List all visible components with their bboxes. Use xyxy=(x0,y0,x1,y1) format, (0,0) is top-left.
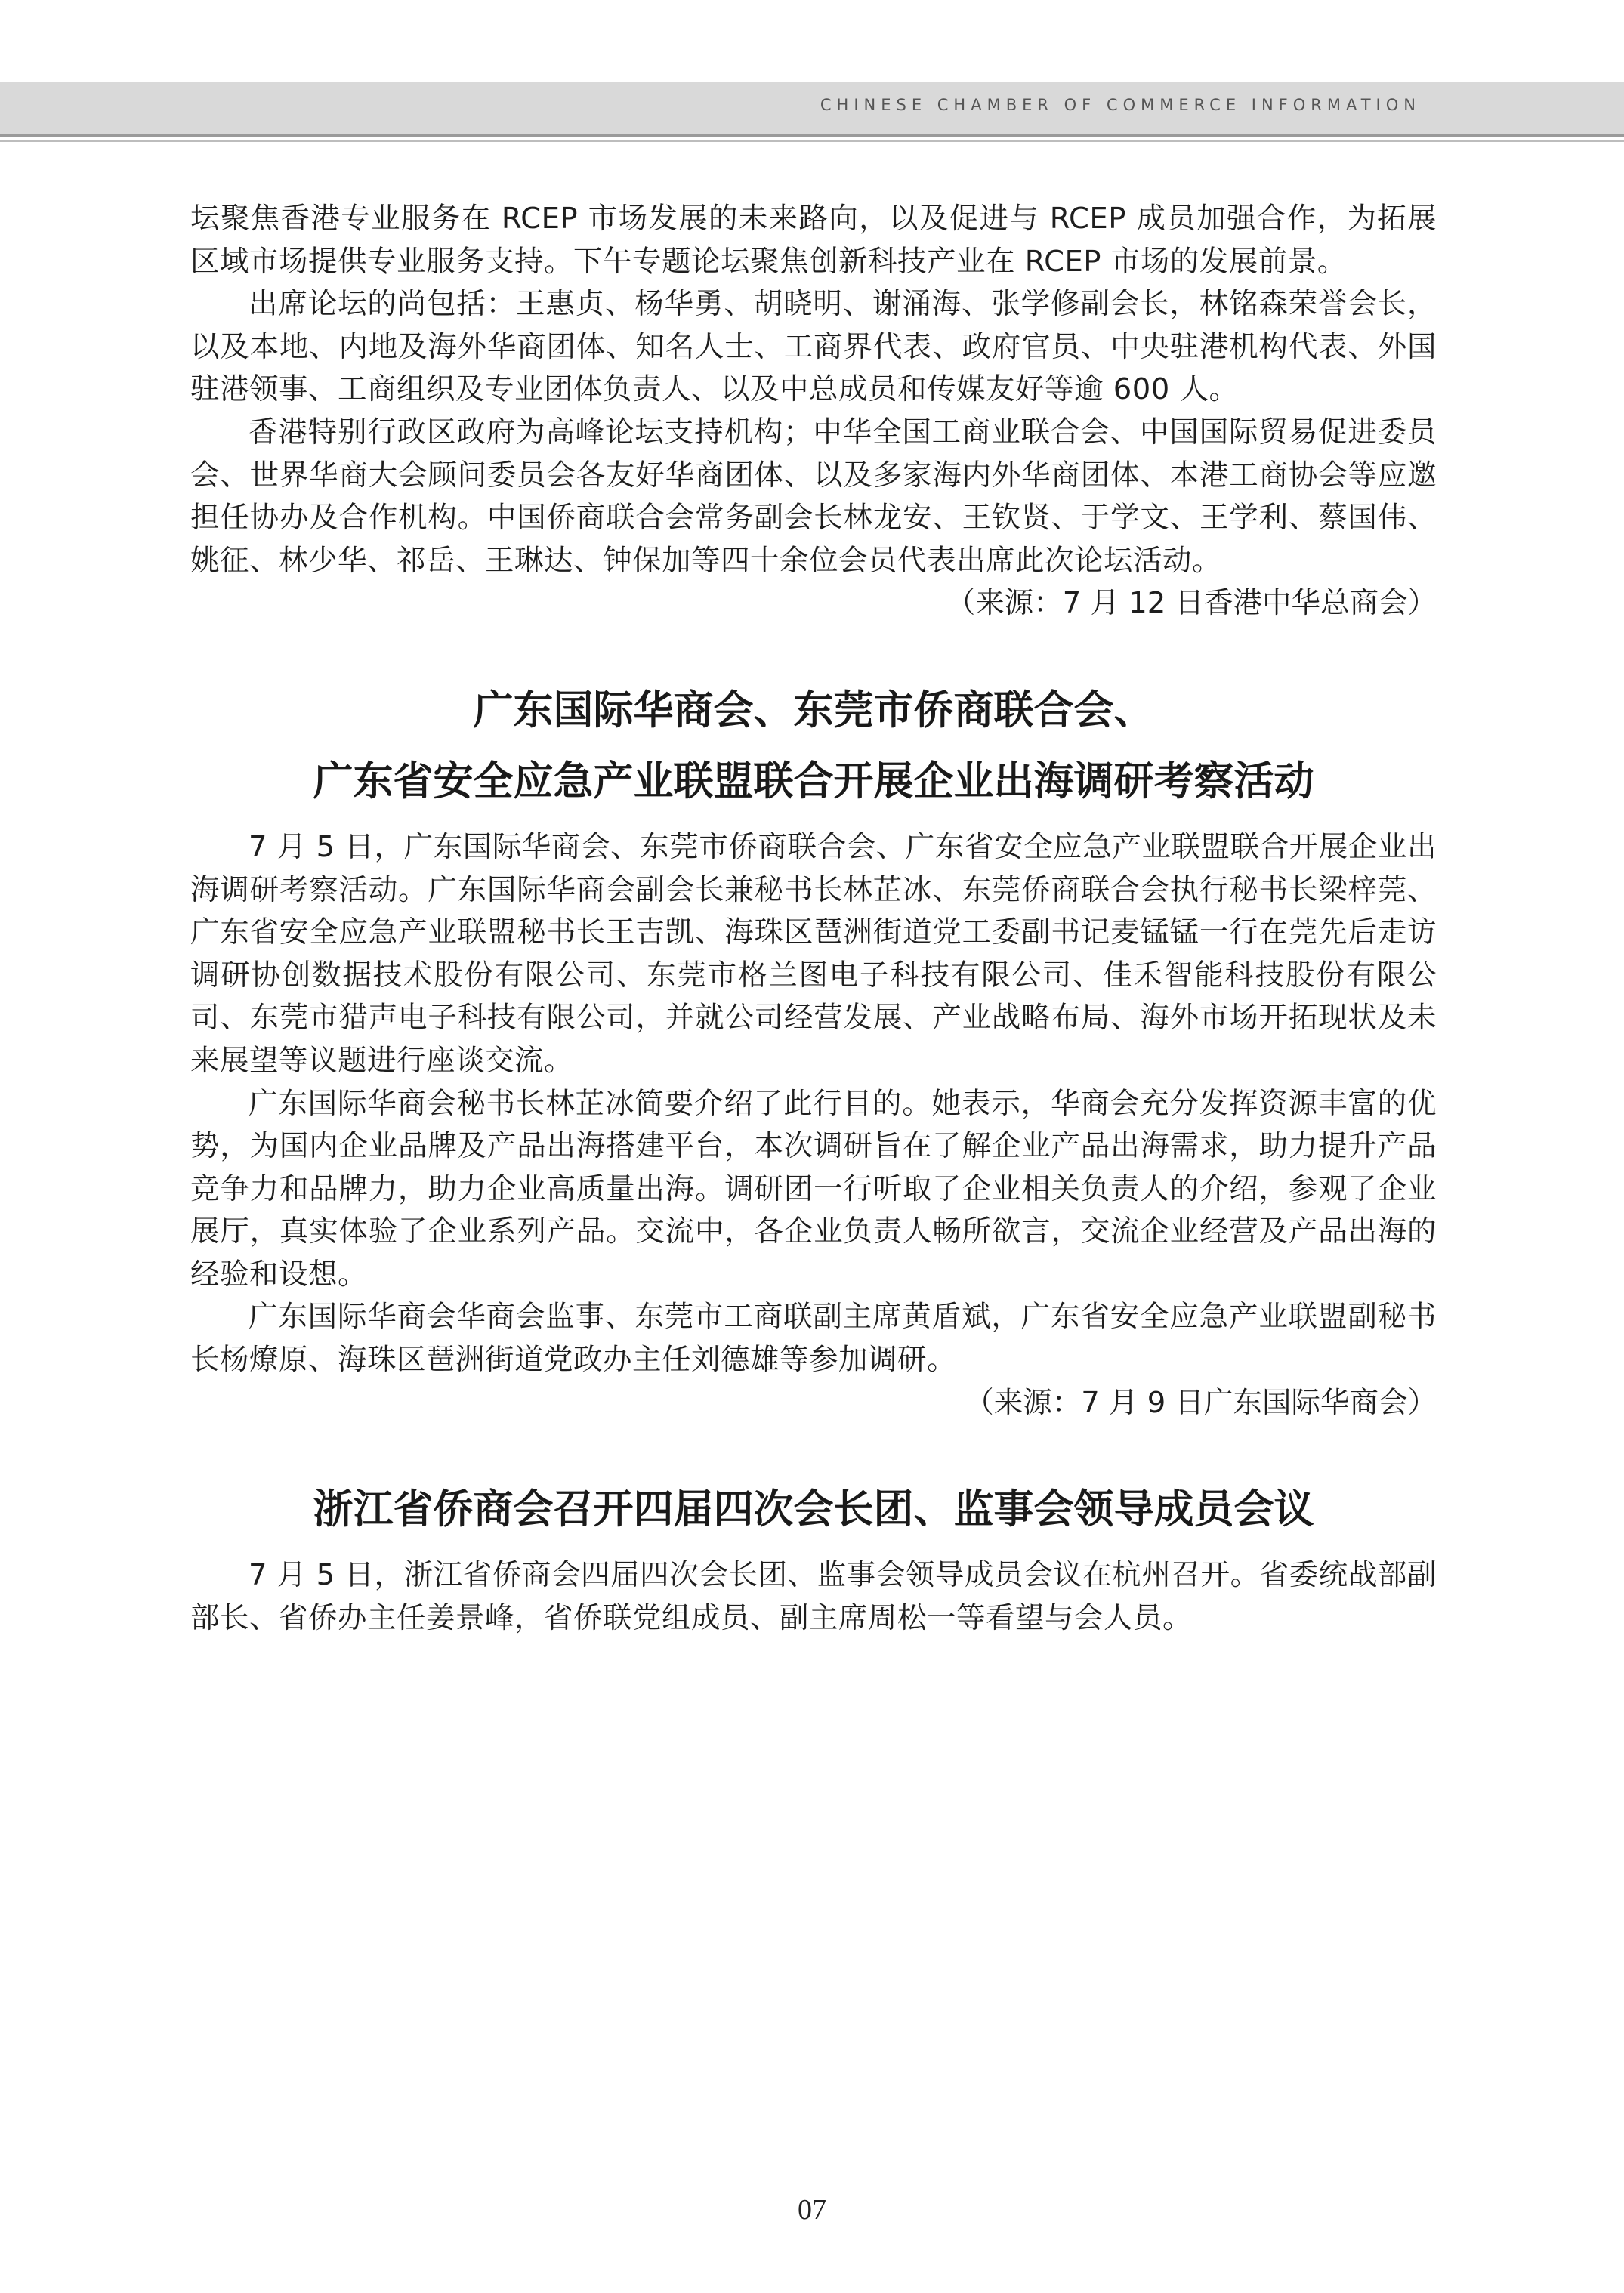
article1-paragraph-3: 香港特别行政区政府为高峰论坛支持机构；中华全国工商业联合会、中国国际贸易促进委员会、世界华商大会顾问委员会各友好华商团体、以及多家海内外华商团体、本港工商协会等应邀担任协办及合作机构。中国侨商联合会常务副会长林龙安、王钦贤、于学文、王学利、蔡国伟、姚征、林少华、祁岳、王琳达、钟保加等四十余位会员代表出席此次论坛活动。 xyxy=(190,415,1437,578)
article2-paragraph-1: 7 月 5 日，广东国际华商会、东莞市侨商联合会、广东省安全应急产业联盟联合开展企业出海调研考察活动。广东国际华商会副会长兼秘书长林芷冰、东莞侨商联合会执行秘书长梁梓莞、广东省安全应急产业联盟秘书长王吉凯、海珠区琶洲街道党工委副书记麦锰锰一行在莞先后走访调研协创数据技术股份有限公司、东莞市格兰图电子科技有限公司、佳禾智能科技股份有限公司、东莞市猎声电子科技有限公司，并就公司经营发展、产业战略布局、海外市场开拓现状及未来展望等议题进行座谈交流。 xyxy=(190,829,1437,1078)
page-number: 07 xyxy=(798,2194,826,2226)
article3-title: 浙江省侨商会召开四届四次会长团、监事会领导成员会议 xyxy=(313,1486,1314,1533)
article2-source: （来源：7 月 9 日广东国际华商会） xyxy=(965,1385,1437,1420)
article1-source: （来源：7 月 12 日香港中华总商会） xyxy=(946,586,1437,621)
article1-paragraph-2: 出席论坛的尚包括：王惠贞、杨华勇、胡晓明、谢涌海、张学修副会长，林铭森荣誉会长，以及本地、内地及海外华商团体、知名人士、工商界代表、政府官员、中央驻港机构代表、外国驻港领事、工商组织及专业团体负责人、以及中总成员和传媒友好等逾 600 人。 xyxy=(190,287,1437,407)
article2-title-line-1: 广东国际华商会、东莞市侨商联合会、 xyxy=(473,687,1154,733)
header-divider-thin xyxy=(0,140,1624,142)
article-guangdong-survey xyxy=(190,675,1437,1424)
article2-paragraph-3: 广东国际华商会华商会监事、东莞市工商联副主席黄盾斌，广东省安全应急产业联盟副秘书长杨燎原、海珠区琶洲街道党政办主任刘德雄等参加调研。 xyxy=(190,1300,1437,1378)
article-hk-forum xyxy=(190,198,1437,625)
page-content xyxy=(190,198,1437,1640)
article3-paragraph-1: 7 月 5 日，浙江省侨商会四届四次会长团、监事会领导成员会议在杭州召开。省委统战部副部长、省侨办主任姜景峰，省侨联党组成员、副主席周松一等看望与会人员。 xyxy=(190,1558,1437,1635)
header-divider xyxy=(0,134,1624,137)
article-zhejiang-meeting xyxy=(190,1474,1437,1640)
header-banner-text: CHINESE CHAMBER OF COMMERCE INFORMATION xyxy=(820,96,1421,114)
article1-paragraph-1: 坛聚焦香港专业服务在 RCEP 市场发展的未来路向，以及促进与 RCEP 成员加强合作，为拓展区域市场提供专业服务支持。下午专题论坛聚焦创新科技产业在 RCEP 市场的发展前景。 xyxy=(190,202,1437,279)
article2-title-line-2: 广东省安全应急产业联盟联合开展企业出海调研考察活动 xyxy=(313,758,1314,804)
article2-paragraph-2: 广东国际华商会秘书长林芷冰简要介绍了此行目的。她表示，华商会充分发挥资源丰富的优势，为国内企业品牌及产品出海搭建平台，本次调研旨在了解企业产品出海需求，助力提升产品竞争力和品牌力，助力企业高质量出海。调研团一行听取了企业相关负责人的介绍，参观了企业展厅，真实体验了企业系列产品。交流中，各企业负责人畅所欲言，交流企业经营及产品出海的经验和设想。 xyxy=(190,1086,1437,1292)
